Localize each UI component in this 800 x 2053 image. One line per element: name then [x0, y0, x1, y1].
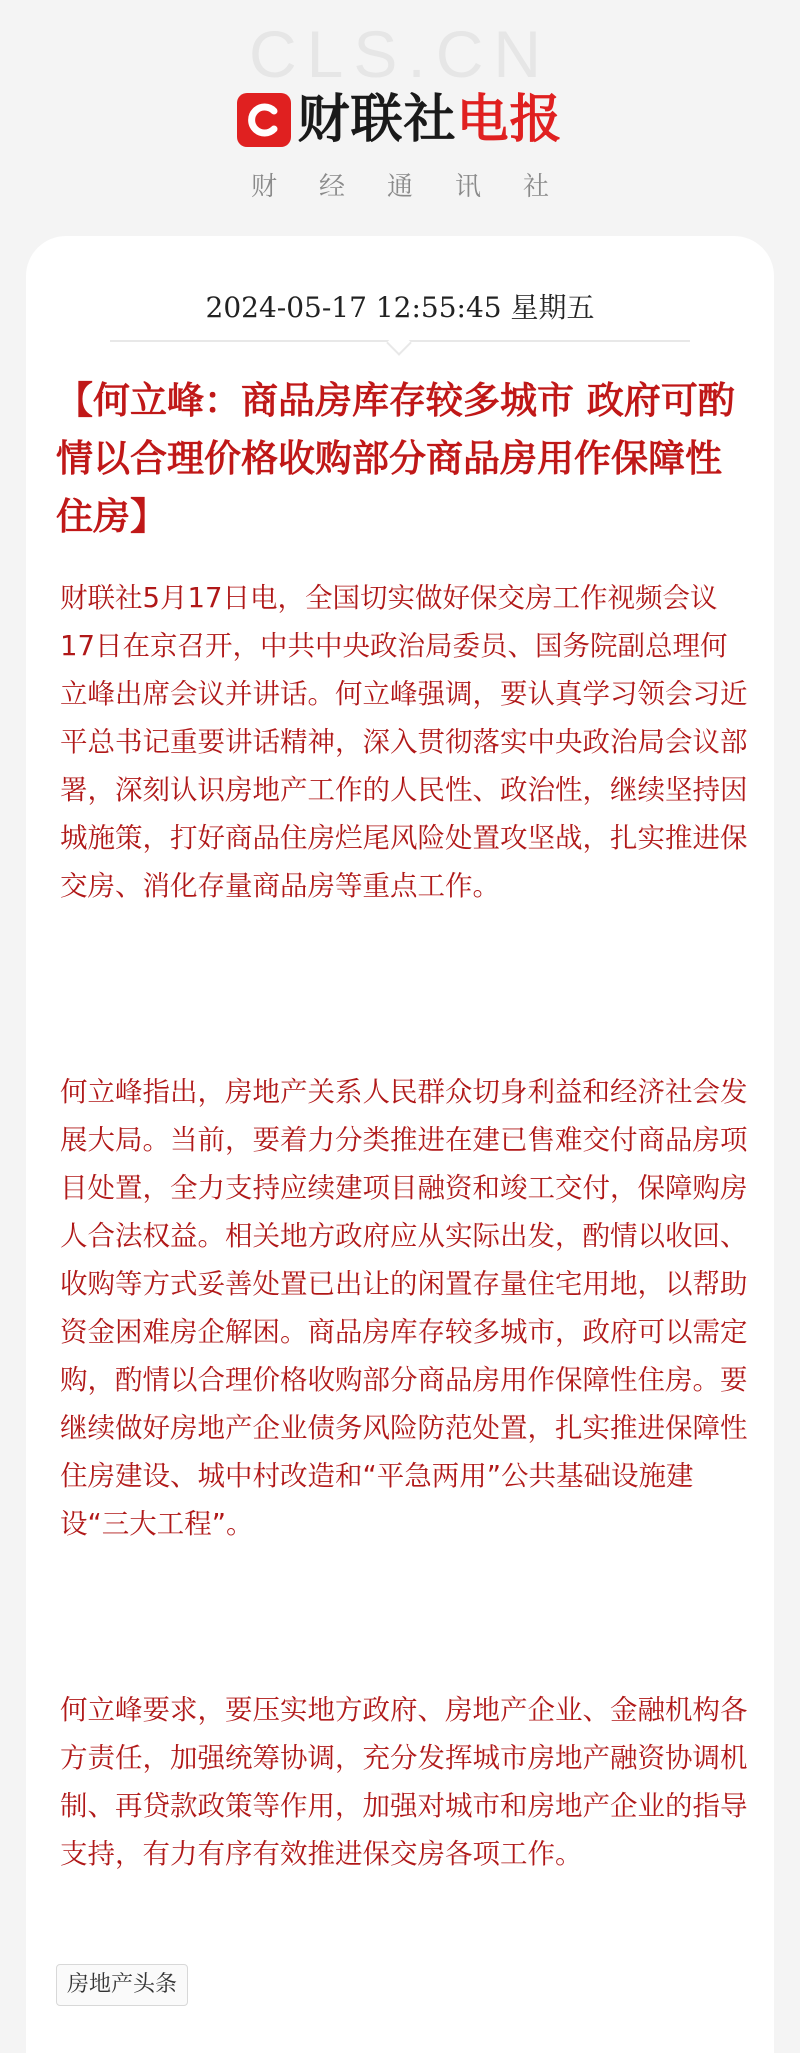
publish-datetime: 2024-05-17 12:55:45 星期五 [205, 291, 595, 324]
logo-c-icon [237, 93, 291, 147]
article-headline: 【何立峰：商品房库存较多城市 政府可酌情以合理价格收购部分商品房用作保障性住房】 [56, 379, 735, 538]
brand-subtitle: 财经通讯社 [250, 172, 591, 202]
article-card [26, 236, 774, 2053]
logo-wordmark [297, 92, 562, 148]
brand-logo [0, 92, 800, 148]
masthead [0, 0, 800, 240]
logo-accent-text: 电报 [456, 90, 563, 150]
article-paragraph-1: 财联社5月17日电，全国切实做好保交房工作视频会议17日在京召开，中共中央政治局委员、国务院副总理何立峰出席会议并讲话。何立峰强调，要认真学习领会习近平总书记重要讲话精神，深入贯彻落实中央政治局会议部署，深刻认识房地产工作的人民性、政治性，继续坚持因城施策，打好商品住房烂尾风险处置攻坚战，扎实推进保交房、消化存量商品房等重点工作。 [60, 582, 748, 902]
watermark-text: CLS.CN [248, 17, 552, 91]
divider-notch [386, 330, 411, 355]
article-paragraph-2: 何立峰指出，房地产关系人民群众切身利益和经济社会发展大局。当前，要着力分类推进在建已售难交付商品房项目处置，全力支持应续建项目融资和竣工交付，保障购房人合法权益。相关地方政府应从实际出发，酌情以收回、收购等方式妥善处置已出让的闲置存量住宅用地，以帮助资金困难房企解困。商品房库存较多城市，政府可以需定购，酌情以合理价格收购部分商品房用作保障性住房。要继续做好房地产企业债务风险防范处置，扎实推进保障性住房建设、城中村改造和“平急两用”公共基础设施建设“三大工程”。 [60, 1076, 748, 1540]
topic-tag[interactable]: 房地产头条 [56, 1964, 188, 2006]
logo-main-text: 财联社 [297, 90, 457, 150]
article-paragraph-3: 何立峰要求，要压实地方政府、房地产企业、金融机构各方责任，加强统筹协调，充分发挥城市房地产融资协调机制、再贷款政策等作用，加强对城市和房地产企业的指导支持，有力有序有效推进保交房各项工作。 [60, 1694, 748, 1870]
